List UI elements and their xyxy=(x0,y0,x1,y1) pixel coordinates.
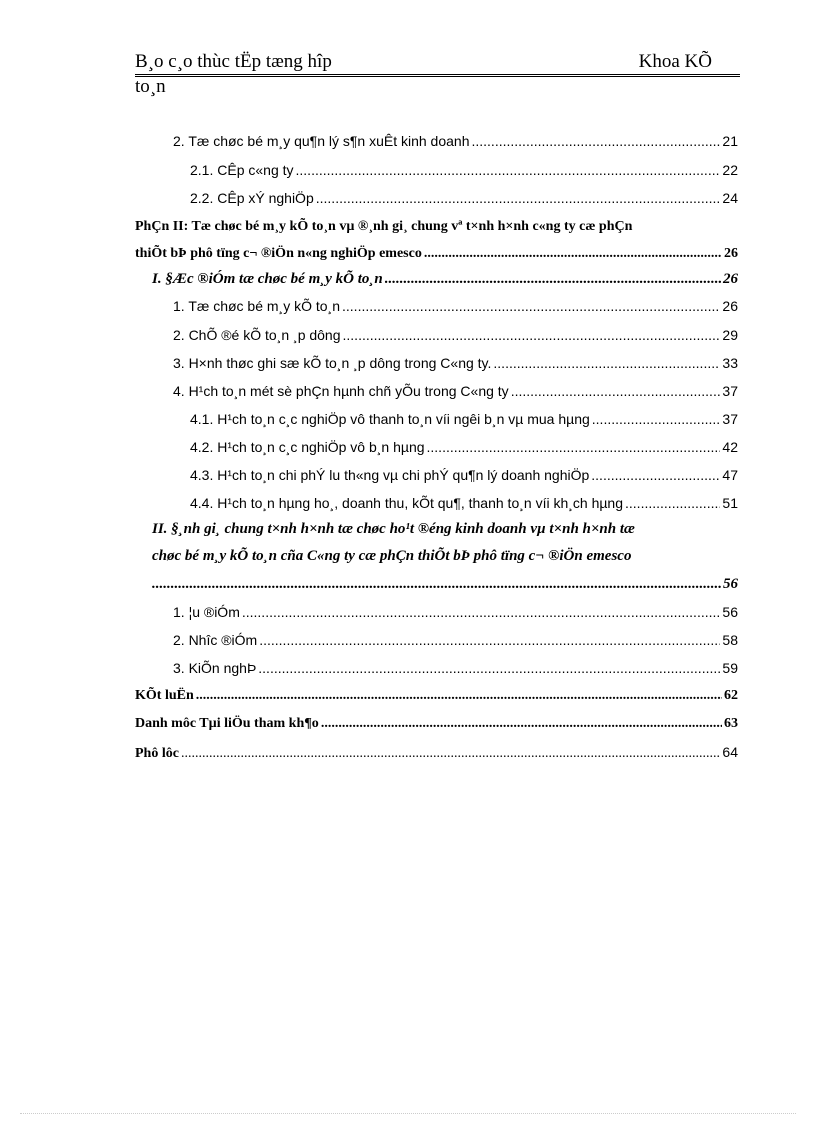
header-rule xyxy=(135,74,740,77)
toc-entry-title: 2. Nhîc ®iÓm xyxy=(173,632,258,648)
toc-entry-page: 24 xyxy=(722,190,738,206)
toc-entry[interactable] xyxy=(173,632,738,648)
toc-entry-page: 42 xyxy=(722,439,738,455)
toc-leader xyxy=(427,439,721,455)
toc-entry[interactable] xyxy=(173,298,738,314)
toc-entry-page: 26 xyxy=(723,271,738,287)
toc-entry-page: 21 xyxy=(722,133,738,149)
toc-leader xyxy=(242,604,721,620)
toc-leader xyxy=(181,746,720,762)
page-header xyxy=(135,50,740,97)
header-title-line xyxy=(135,50,740,75)
header-continuation: to¸n xyxy=(135,76,166,97)
toc-entry[interactable] xyxy=(190,495,738,511)
toc-leader xyxy=(493,355,720,371)
toc-leader xyxy=(471,133,720,149)
toc-entry[interactable] xyxy=(135,688,738,704)
toc-leader xyxy=(321,716,722,732)
toc-entry[interactable] xyxy=(173,327,738,343)
toc-entry-title: 2. ChÕ ®é kÕ to¸n ¸p dông xyxy=(173,327,341,343)
toc-entry[interactable] xyxy=(135,716,738,732)
toc-leader xyxy=(385,271,721,288)
toc-entry[interactable] xyxy=(135,246,738,262)
toc-leader xyxy=(343,327,721,343)
toc-entry[interactable] xyxy=(173,133,738,149)
toc-entry-title: Danh môc Tµi liÖu tham kh¶o xyxy=(135,716,319,731)
toc-leader xyxy=(296,162,721,178)
toc-leader xyxy=(258,660,720,676)
toc-entry-title: 3. KiÕn nghÞ xyxy=(173,660,257,676)
toc-leader xyxy=(592,411,721,427)
toc-entry-page: 63 xyxy=(724,716,738,731)
toc-entry[interactable] xyxy=(135,744,738,762)
toc-entry-page: 47 xyxy=(722,467,738,483)
toc-entry-page: 29 xyxy=(722,327,738,343)
header-right-title: Khoa KÕ xyxy=(638,51,712,72)
toc-entry-title-line1[interactable]: II. §¸nh gi¸ chung t×nh h×nh tæ chøc ho¹t ®éng kinh doanh vµ t×nh h×nh tæ xyxy=(152,521,635,537)
toc-leader xyxy=(259,632,720,648)
toc-entry-title: thiÕt bÞ phô tïng c¬ ®iÖn n«ng nghiÖp emesco xyxy=(135,246,422,261)
toc-entry[interactable] xyxy=(152,576,738,593)
toc-entry-page: 37 xyxy=(722,411,738,427)
toc-entry-page: 56 xyxy=(722,604,738,620)
toc-entry-title: 4.1. H¹ch to¸n c¸c nghiÖp vô thanh to¸n víi ngêi b¸n vµ mua hµng xyxy=(190,411,590,427)
toc-entry-page: 58 xyxy=(722,632,738,648)
toc-entry-title: 3. H×nh thøc ghi sæ kÕ to¸n ¸p dông trong C«ng ty. xyxy=(173,355,492,371)
header-left-title: B¸o c¸o thùc tËp tæng hîp xyxy=(135,51,332,72)
toc-entry-page: 26 xyxy=(724,246,738,261)
toc-entry-page: 22 xyxy=(722,162,738,178)
toc-leader xyxy=(152,576,721,593)
toc-entry-title: 2.2. CÊp xÝ nghiÖp xyxy=(190,190,314,206)
toc-entry-page: 64 xyxy=(722,744,738,760)
toc-entry-title-line1[interactable]: PhÇn II: Tæ chøc bé m¸y kÕ to¸n vµ ®¸nh gi¸ chung vª t×nh h×nh c«ng ty cæ phÇn xyxy=(135,219,633,234)
toc-entry-title: 4.3. H¹ch to¸n chi phÝ lu th«ng vµ chi phÝ qu¶n lý doanh nghiÖp xyxy=(190,467,590,483)
toc-entry[interactable] xyxy=(190,411,738,427)
toc-entry-title-line2[interactable]: chøc bé m¸y kÕ to¸n cña C«ng ty cæ phÇn thiÕt bÞ phô tïng c¬ ®iÖn emesco xyxy=(152,548,632,564)
toc-entry[interactable] xyxy=(173,355,738,371)
toc-leader xyxy=(342,298,720,314)
toc-entry-page: 62 xyxy=(724,688,738,703)
toc-entry[interactable] xyxy=(190,467,738,483)
toc-entry-page: 37 xyxy=(722,383,738,399)
toc-leader xyxy=(591,467,720,483)
toc-entry-page: 59 xyxy=(722,660,738,676)
toc-entry-title: 4.2. H¹ch to¸n c¸c nghiÖp vô b¸n hµng xyxy=(190,439,425,455)
toc-entry-title: I. §Æc ®iÓm tæ chøc bé m¸y kÕ to¸n xyxy=(152,271,383,287)
toc-entry-title: 1. ¦u ®iÓm xyxy=(173,604,240,620)
toc-entry[interactable] xyxy=(190,162,738,178)
toc-entry-title: 1. Tæ chøc bé m¸y kÕ to¸n xyxy=(173,298,341,314)
page-bottom-border xyxy=(20,1113,796,1114)
toc-entry-title: 2.1. CÊp c«ng ty xyxy=(190,162,294,178)
toc-leader xyxy=(511,383,721,399)
toc-entry[interactable] xyxy=(173,383,738,399)
toc-entry-title: 4.4. H¹ch to¸n hµng ho¸, doanh thu, kÕt qu¶, thanh to¸n víi kh¸ch hµng xyxy=(190,495,624,511)
toc-leader xyxy=(424,246,722,262)
toc-entry[interactable] xyxy=(152,271,738,288)
toc-entry-page: 51 xyxy=(722,495,738,511)
toc-leader xyxy=(196,688,722,704)
toc-entry[interactable] xyxy=(173,660,738,676)
toc-leader xyxy=(316,190,721,206)
toc-entry-page: 33 xyxy=(722,355,738,371)
toc-entry-title: 4. H¹ch to¸n mét sè phÇn hµnh chñ yÕu trong C«ng ty xyxy=(173,383,509,399)
toc-entry[interactable] xyxy=(190,190,738,206)
toc-entry[interactable] xyxy=(190,439,738,455)
toc-entry[interactable] xyxy=(173,604,738,620)
toc-entry-title: 2. Tæ chøc bé m¸y qu¶n lý s¶n xuÊt kinh doanh xyxy=(173,133,470,149)
toc-leader xyxy=(625,495,720,511)
toc-entry-title: Phô lôc xyxy=(135,746,179,761)
toc-entry-page: 26 xyxy=(722,298,738,314)
toc-entry-page: 56 xyxy=(723,576,738,592)
toc-entry-title: KÕt luËn xyxy=(135,688,194,703)
